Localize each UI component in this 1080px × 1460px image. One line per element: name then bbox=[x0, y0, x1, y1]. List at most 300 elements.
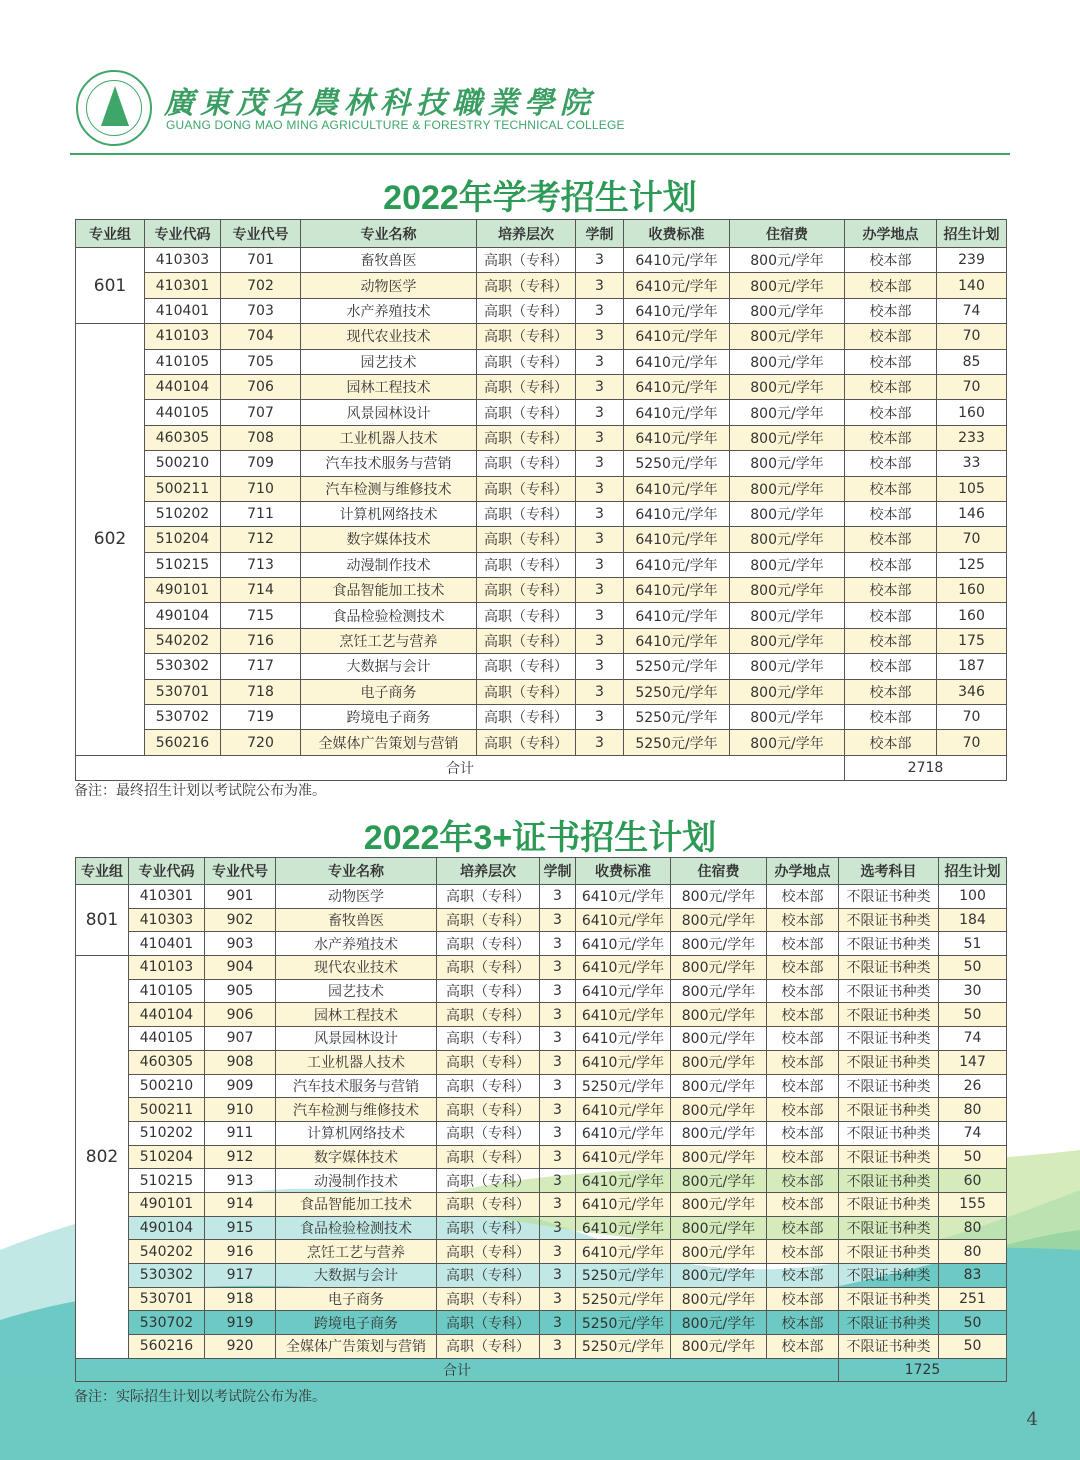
table-row bbox=[76, 552, 1007, 577]
group-cell: 802 bbox=[76, 956, 129, 1359]
table-cell: 530702 bbox=[129, 1311, 205, 1335]
column-header: 专业代号 bbox=[221, 220, 301, 248]
table-cell: 汽车检测与维修技术 bbox=[276, 1098, 437, 1122]
table-cell: 800元/学年 bbox=[730, 273, 845, 298]
table-cell: 校本部 bbox=[845, 400, 937, 425]
table1-title: 2022年学考招生计划 bbox=[383, 179, 697, 217]
table-cell: 不限证书种类 bbox=[839, 1264, 939, 1288]
table-cell: 715 bbox=[221, 603, 301, 628]
table-cell: 70 bbox=[937, 324, 1007, 349]
table-cell: 高职（专科） bbox=[437, 1311, 540, 1335]
table-cell: 917 bbox=[205, 1264, 276, 1288]
table-cell: 3 bbox=[540, 1216, 576, 1240]
table-cell: 水产养殖技术 bbox=[276, 932, 437, 956]
table-cell: 440105 bbox=[145, 400, 221, 425]
column-header: 培养层次 bbox=[437, 858, 540, 885]
table-cell: 校本部 bbox=[767, 908, 839, 932]
table-cell: 714 bbox=[221, 578, 301, 603]
table-cell: 800元/学年 bbox=[671, 932, 767, 956]
table-cell: 高职（专科） bbox=[477, 628, 576, 653]
total-row bbox=[76, 1358, 1007, 1382]
table-cell: 汽车检测与维修技术 bbox=[301, 476, 477, 501]
table-cell: 校本部 bbox=[845, 705, 937, 730]
group-cell: 801 bbox=[76, 885, 129, 956]
table-cell: 3 bbox=[540, 1287, 576, 1311]
table-cell: 高职（专科） bbox=[437, 1027, 540, 1051]
table-row bbox=[76, 1145, 1007, 1169]
table-cell: 6410元/学年 bbox=[576, 932, 671, 956]
table-cell: 校本部 bbox=[767, 1121, 839, 1145]
table-cell: 500210 bbox=[129, 1074, 205, 1098]
table-cell: 50 bbox=[939, 956, 1007, 980]
table-cell: 140 bbox=[937, 273, 1007, 298]
table-cell: 251 bbox=[939, 1287, 1007, 1311]
table-cell: 800元/学年 bbox=[730, 730, 845, 755]
table-cell: 高职（专科） bbox=[437, 1192, 540, 1216]
table-cell: 高职（专科） bbox=[437, 1003, 540, 1027]
table-cell: 410105 bbox=[145, 349, 221, 374]
table-row bbox=[76, 1240, 1007, 1264]
column-header: 住宿费 bbox=[671, 858, 767, 885]
table2-title: 2022年3+证书招生计划 bbox=[363, 819, 717, 857]
table-cell: 校本部 bbox=[845, 298, 937, 323]
table-cell: 50 bbox=[939, 1335, 1007, 1359]
table-cell: 800元/学年 bbox=[730, 425, 845, 450]
page-number: 4 bbox=[1026, 1409, 1038, 1430]
table-cell: 490104 bbox=[129, 1216, 205, 1240]
table-cell: 6410元/学年 bbox=[624, 349, 730, 374]
table-cell: 800元/学年 bbox=[730, 679, 845, 704]
table-cell: 3 bbox=[576, 476, 624, 501]
table-cell: 校本部 bbox=[767, 885, 839, 909]
table-cell: 电子商务 bbox=[301, 679, 477, 704]
table-cell: 跨境电子商务 bbox=[301, 705, 477, 730]
table-cell: 410103 bbox=[129, 956, 205, 980]
table-cell: 540202 bbox=[145, 628, 221, 653]
table-cell: 不限证书种类 bbox=[839, 908, 939, 932]
table-cell: 高职（专科） bbox=[477, 730, 576, 755]
table-cell: 800元/学年 bbox=[671, 1098, 767, 1122]
table-cell: 动漫制作技术 bbox=[276, 1169, 437, 1193]
table-cell: 510215 bbox=[129, 1169, 205, 1193]
table-cell: 510204 bbox=[129, 1145, 205, 1169]
table-cell: 3 bbox=[540, 1003, 576, 1027]
table-cell: 239 bbox=[937, 248, 1007, 273]
table-cell: 70 bbox=[937, 374, 1007, 399]
table-cell: 6410元/学年 bbox=[624, 552, 730, 577]
table-cell: 460305 bbox=[129, 1050, 205, 1074]
table-cell: 3 bbox=[576, 679, 624, 704]
table-cell: 500211 bbox=[129, 1098, 205, 1122]
table-cell: 410401 bbox=[129, 932, 205, 956]
table-cell: 913 bbox=[205, 1169, 276, 1193]
table-cell: 高职（专科） bbox=[437, 979, 540, 1003]
table-cell: 3 bbox=[576, 654, 624, 679]
table-row bbox=[76, 654, 1007, 679]
table-cell: 校本部 bbox=[767, 1240, 839, 1264]
table-cell: 高职（专科） bbox=[477, 527, 576, 552]
table-row bbox=[76, 1050, 1007, 1074]
table-cell: 畜牧兽医 bbox=[301, 248, 477, 273]
table-cell: 800元/学年 bbox=[730, 527, 845, 552]
table-cell: 高职（专科） bbox=[477, 248, 576, 273]
table-cell: 800元/学年 bbox=[730, 324, 845, 349]
table-cell: 大数据与会计 bbox=[301, 654, 477, 679]
table-cell: 3 bbox=[576, 527, 624, 552]
table-cell: 705 bbox=[221, 349, 301, 374]
table-cell: 高职（专科） bbox=[437, 908, 540, 932]
table-cell: 高职（专科） bbox=[477, 705, 576, 730]
table-cell: 906 bbox=[205, 1003, 276, 1027]
table-row bbox=[76, 1169, 1007, 1193]
table-cell: 800元/学年 bbox=[671, 1192, 767, 1216]
table-cell: 716 bbox=[221, 628, 301, 653]
table-cell: 不限证书种类 bbox=[839, 979, 939, 1003]
table-cell: 园林工程技术 bbox=[301, 374, 477, 399]
table-cell: 5250元/学年 bbox=[576, 1074, 671, 1098]
total-row bbox=[76, 755, 1007, 780]
table-cell: 数字媒体技术 bbox=[301, 527, 477, 552]
table-cell: 6410元/学年 bbox=[576, 1050, 671, 1074]
table-cell: 70 bbox=[937, 527, 1007, 552]
table2-note: 备注：实际招生计划以考试院公布为准。 bbox=[74, 1389, 326, 1405]
table-cell: 校本部 bbox=[767, 1050, 839, 1074]
table-cell: 920 bbox=[205, 1335, 276, 1359]
table-cell: 校本部 bbox=[845, 628, 937, 653]
table-cell: 3 bbox=[540, 1098, 576, 1122]
table-cell: 校本部 bbox=[767, 1098, 839, 1122]
table-cell: 3 bbox=[576, 451, 624, 476]
table-cell: 500211 bbox=[145, 476, 221, 501]
table-cell: 800元/学年 bbox=[730, 578, 845, 603]
table-cell: 高职（专科） bbox=[477, 400, 576, 425]
table-cell: 6410元/学年 bbox=[624, 501, 730, 526]
table-cell: 490101 bbox=[129, 1192, 205, 1216]
table-cell: 510202 bbox=[145, 501, 221, 526]
table-cell: 3 bbox=[540, 1335, 576, 1359]
table-row bbox=[76, 324, 1007, 349]
table-cell: 高职（专科） bbox=[437, 1098, 540, 1122]
table-cell: 800元/学年 bbox=[730, 603, 845, 628]
column-header: 专业代码 bbox=[145, 220, 221, 248]
table-cell: 不限证书种类 bbox=[839, 1145, 939, 1169]
table-cell: 校本部 bbox=[845, 324, 937, 349]
table-cell: 6410元/学年 bbox=[576, 1169, 671, 1193]
table-cell: 3 bbox=[540, 932, 576, 956]
table-cell: 不限证书种类 bbox=[839, 1311, 939, 1335]
table-cell: 490101 bbox=[145, 578, 221, 603]
table-row bbox=[76, 1121, 1007, 1145]
table-cell: 710 bbox=[221, 476, 301, 501]
table-cell: 440104 bbox=[129, 1003, 205, 1027]
table-cell: 3 bbox=[540, 1192, 576, 1216]
table-cell: 校本部 bbox=[767, 1216, 839, 1240]
table-cell: 不限证书种类 bbox=[839, 1216, 939, 1240]
table-cell: 不限证书种类 bbox=[839, 1027, 939, 1051]
table-cell: 6410元/学年 bbox=[576, 1027, 671, 1051]
table-cell: 160 bbox=[937, 578, 1007, 603]
table-cell: 数字媒体技术 bbox=[276, 1145, 437, 1169]
table-cell: 校本部 bbox=[845, 578, 937, 603]
table-cell: 717 bbox=[221, 654, 301, 679]
table-cell: 800元/学年 bbox=[730, 654, 845, 679]
table-cell: 702 bbox=[221, 273, 301, 298]
table-cell: 校本部 bbox=[767, 1027, 839, 1051]
table-row bbox=[76, 425, 1007, 450]
table-cell: 410303 bbox=[129, 908, 205, 932]
table-cell: 不限证书种类 bbox=[839, 1192, 939, 1216]
table-cell: 高职（专科） bbox=[437, 1264, 540, 1288]
table-cell: 高职（专科） bbox=[477, 578, 576, 603]
table-cell: 风景园林设计 bbox=[276, 1027, 437, 1051]
table-cell: 530701 bbox=[129, 1287, 205, 1311]
table-cell: 跨境电子商务 bbox=[276, 1311, 437, 1335]
table-cell: 校本部 bbox=[845, 603, 937, 628]
table-cell: 校本部 bbox=[767, 1145, 839, 1169]
table-cell: 3 bbox=[576, 400, 624, 425]
table-cell: 800元/学年 bbox=[671, 1074, 767, 1098]
table-cell: 汽车技术服务与营销 bbox=[301, 451, 477, 476]
table-cell: 74 bbox=[937, 298, 1007, 323]
table-cell: 3 bbox=[540, 1074, 576, 1098]
table-cell: 800元/学年 bbox=[671, 1027, 767, 1051]
table-cell: 食品智能加工技术 bbox=[276, 1192, 437, 1216]
table-cell: 高职（专科） bbox=[437, 956, 540, 980]
table-cell: 校本部 bbox=[845, 679, 937, 704]
table-cell: 70 bbox=[937, 705, 1007, 730]
table-cell: 3 bbox=[576, 273, 624, 298]
table-cell: 708 bbox=[221, 425, 301, 450]
table-cell: 6410元/学年 bbox=[624, 298, 730, 323]
table-cell: 不限证书种类 bbox=[839, 932, 939, 956]
table-cell: 510202 bbox=[129, 1121, 205, 1145]
table-cell: 80 bbox=[939, 1240, 1007, 1264]
table-cell: 800元/学年 bbox=[671, 908, 767, 932]
table-cell: 800元/学年 bbox=[730, 628, 845, 653]
table-cell: 校本部 bbox=[845, 552, 937, 577]
table-cell: 计算机网络技术 bbox=[276, 1121, 437, 1145]
column-header: 收费标准 bbox=[624, 220, 730, 248]
table-cell: 530701 bbox=[145, 679, 221, 704]
table-cell: 908 bbox=[205, 1050, 276, 1074]
group-cell: 602 bbox=[76, 324, 145, 756]
xuekao-plan-table bbox=[75, 219, 1007, 781]
table-cell: 校本部 bbox=[845, 501, 937, 526]
table-cell: 147 bbox=[939, 1050, 1007, 1074]
table-cell: 6410元/学年 bbox=[576, 908, 671, 932]
table-cell: 100 bbox=[939, 885, 1007, 909]
table-cell: 85 bbox=[937, 349, 1007, 374]
table-cell: 5250元/学年 bbox=[624, 654, 730, 679]
table-cell: 3 bbox=[540, 1240, 576, 1264]
table-cell: 720 bbox=[221, 730, 301, 755]
table-row bbox=[76, 248, 1007, 273]
table-cell: 909 bbox=[205, 1074, 276, 1098]
table-cell: 83 bbox=[939, 1264, 1007, 1288]
column-header: 学制 bbox=[576, 220, 624, 248]
table-cell: 6410元/学年 bbox=[576, 956, 671, 980]
table-cell: 3 bbox=[576, 730, 624, 755]
table-cell: 187 bbox=[937, 654, 1007, 679]
table-cell: 工业机器人技术 bbox=[301, 425, 477, 450]
column-header: 专业代号 bbox=[205, 858, 276, 885]
table-cell: 园艺技术 bbox=[301, 349, 477, 374]
table-cell: 现代农业技术 bbox=[301, 324, 477, 349]
table-cell: 不限证书种类 bbox=[839, 1050, 939, 1074]
table-cell: 5250元/学年 bbox=[624, 451, 730, 476]
table-row bbox=[76, 374, 1007, 399]
table-cell: 410105 bbox=[129, 979, 205, 1003]
table-cell: 530302 bbox=[129, 1264, 205, 1288]
table-cell: 校本部 bbox=[845, 374, 937, 399]
table-cell: 800元/学年 bbox=[730, 501, 845, 526]
table-cell: 3 bbox=[540, 1264, 576, 1288]
table-cell: 6410元/学年 bbox=[624, 248, 730, 273]
table-cell: 高职（专科） bbox=[477, 298, 576, 323]
table-cell: 701 bbox=[221, 248, 301, 273]
table-cell: 903 bbox=[205, 932, 276, 956]
table-cell: 高职（专科） bbox=[437, 1050, 540, 1074]
table-cell: 800元/学年 bbox=[671, 1145, 767, 1169]
table-cell: 800元/学年 bbox=[730, 451, 845, 476]
table-cell: 3 bbox=[576, 628, 624, 653]
table-cell: 6410元/学年 bbox=[576, 1216, 671, 1240]
table-cell: 800元/学年 bbox=[730, 298, 845, 323]
table-cell: 707 bbox=[221, 400, 301, 425]
table-cell: 800元/学年 bbox=[671, 1287, 767, 1311]
table-cell: 540202 bbox=[129, 1240, 205, 1264]
column-header: 专业组 bbox=[76, 858, 129, 885]
table-cell: 460305 bbox=[145, 425, 221, 450]
table-cell: 3 bbox=[576, 248, 624, 273]
table-cell: 高职（专科） bbox=[477, 679, 576, 704]
table-cell: 不限证书种类 bbox=[839, 1121, 939, 1145]
table-cell: 155 bbox=[939, 1192, 1007, 1216]
table-cell: 3 bbox=[540, 1027, 576, 1051]
table-cell: 3 bbox=[540, 1050, 576, 1074]
table-cell: 5250元/学年 bbox=[576, 1287, 671, 1311]
table-cell: 校本部 bbox=[767, 1192, 839, 1216]
table-cell: 60 bbox=[939, 1169, 1007, 1193]
table-row bbox=[76, 578, 1007, 603]
table-cell: 3 bbox=[540, 1169, 576, 1193]
tree-emblem-icon bbox=[76, 70, 152, 146]
table-cell: 6410元/学年 bbox=[624, 324, 730, 349]
column-header: 招生计划 bbox=[937, 220, 1007, 248]
table-cell: 不限证书种类 bbox=[839, 1169, 939, 1193]
table-cell: 800元/学年 bbox=[671, 1003, 767, 1027]
table-cell: 高职（专科） bbox=[437, 1145, 540, 1169]
table-cell: 高职（专科） bbox=[437, 932, 540, 956]
column-header: 学制 bbox=[540, 858, 576, 885]
table-cell: 3 bbox=[576, 501, 624, 526]
table-cell: 800元/学年 bbox=[671, 1121, 767, 1145]
table-cell: 233 bbox=[937, 425, 1007, 450]
table-cell: 3 bbox=[540, 885, 576, 909]
table-cell: 风景园林设计 bbox=[301, 400, 477, 425]
total-value: 2718 bbox=[845, 755, 1007, 780]
table-cell: 530302 bbox=[145, 654, 221, 679]
table-row bbox=[76, 349, 1007, 374]
table-cell: 175 bbox=[937, 628, 1007, 653]
header-divider bbox=[70, 153, 1010, 155]
table-cell: 916 bbox=[205, 1240, 276, 1264]
table-cell: 719 bbox=[221, 705, 301, 730]
table-cell: 园艺技术 bbox=[276, 979, 437, 1003]
table-cell: 3 bbox=[576, 603, 624, 628]
table-cell: 490104 bbox=[145, 603, 221, 628]
table-cell: 校本部 bbox=[767, 1003, 839, 1027]
table-row bbox=[76, 679, 1007, 704]
table-cell: 905 bbox=[205, 979, 276, 1003]
table-cell: 800元/学年 bbox=[671, 1216, 767, 1240]
table-row bbox=[76, 885, 1007, 909]
table-cell: 校本部 bbox=[845, 425, 937, 450]
table-cell: 汽车技术服务与营销 bbox=[276, 1074, 437, 1098]
table-row bbox=[76, 298, 1007, 323]
table-cell: 711 bbox=[221, 501, 301, 526]
table-cell: 26 bbox=[939, 1074, 1007, 1098]
table-cell: 高职（专科） bbox=[477, 501, 576, 526]
table-row bbox=[76, 1027, 1007, 1051]
table-cell: 6410元/学年 bbox=[624, 628, 730, 653]
table-cell: 346 bbox=[937, 679, 1007, 704]
table-cell: 914 bbox=[205, 1192, 276, 1216]
table-cell: 800元/学年 bbox=[671, 1240, 767, 1264]
table-row bbox=[76, 451, 1007, 476]
table-cell: 高职（专科） bbox=[437, 1121, 540, 1145]
table-cell: 6410元/学年 bbox=[624, 425, 730, 450]
table-cell: 125 bbox=[937, 552, 1007, 577]
table-cell: 校本部 bbox=[845, 654, 937, 679]
table-row bbox=[76, 730, 1007, 755]
table-cell: 800元/学年 bbox=[671, 1050, 767, 1074]
table-cell: 6410元/学年 bbox=[624, 273, 730, 298]
table-cell: 校本部 bbox=[767, 1074, 839, 1098]
table-cell: 50 bbox=[939, 1145, 1007, 1169]
table-row bbox=[76, 476, 1007, 501]
table-cell: 440105 bbox=[129, 1027, 205, 1051]
table-cell: 918 bbox=[205, 1287, 276, 1311]
table-cell: 校本部 bbox=[767, 1311, 839, 1335]
table-cell: 50 bbox=[939, 1311, 1007, 1335]
table-cell: 校本部 bbox=[845, 451, 937, 476]
table-cell: 校本部 bbox=[767, 1335, 839, 1359]
table-cell: 800元/学年 bbox=[730, 476, 845, 501]
column-header: 收费标准 bbox=[576, 858, 671, 885]
table-cell: 410301 bbox=[145, 273, 221, 298]
table-cell: 3 bbox=[540, 1121, 576, 1145]
table-cell: 食品检验检测技术 bbox=[276, 1216, 437, 1240]
table-cell: 800元/学年 bbox=[730, 349, 845, 374]
table-cell: 74 bbox=[939, 1027, 1007, 1051]
table-cell: 80 bbox=[939, 1216, 1007, 1240]
table-cell: 校本部 bbox=[767, 1287, 839, 1311]
table-cell: 烹饪工艺与营养 bbox=[276, 1240, 437, 1264]
table-cell: 3 bbox=[540, 908, 576, 932]
table-cell: 3 bbox=[540, 1145, 576, 1169]
table-cell: 709 bbox=[221, 451, 301, 476]
table-cell: 184 bbox=[939, 908, 1007, 932]
table-row bbox=[76, 1216, 1007, 1240]
table-cell: 3 bbox=[576, 298, 624, 323]
table-cell: 5250元/学年 bbox=[624, 705, 730, 730]
table-cell: 901 bbox=[205, 885, 276, 909]
table-cell: 6410元/学年 bbox=[624, 374, 730, 399]
table-cell: 3 bbox=[576, 705, 624, 730]
table-cell: 33 bbox=[937, 451, 1007, 476]
column-header: 招生计划 bbox=[939, 858, 1007, 885]
